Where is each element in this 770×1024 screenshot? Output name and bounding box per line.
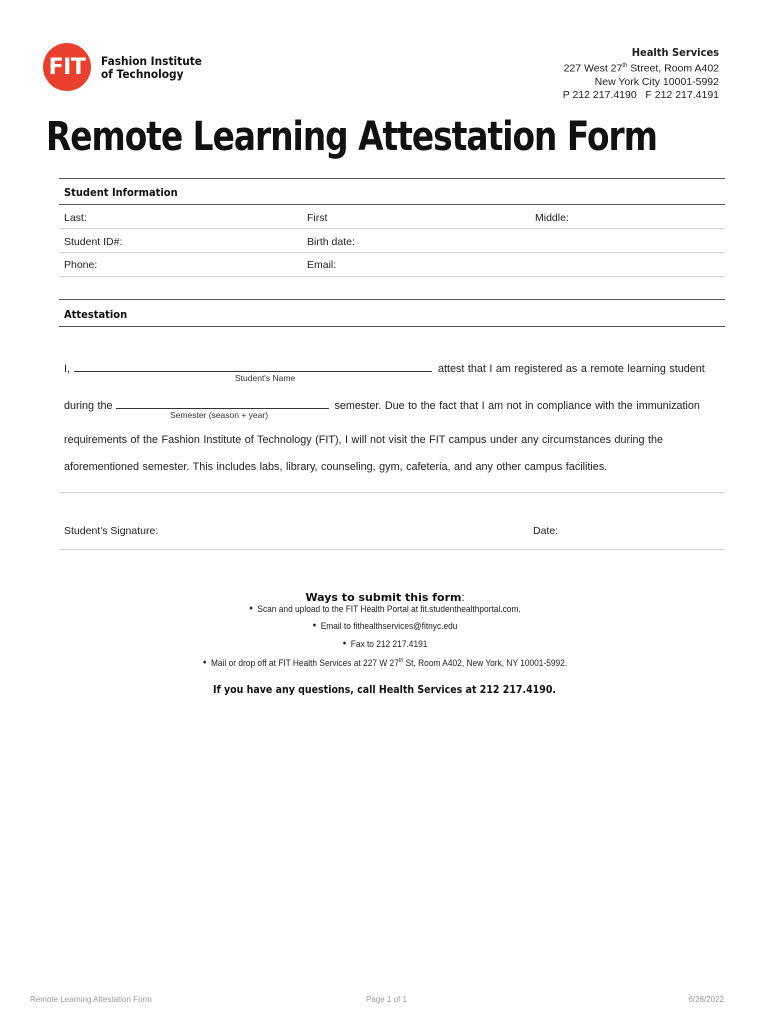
signature-date-label: Date: (533, 525, 559, 537)
fit-logo-wordmark (101, 55, 202, 81)
bullet-icon: ● (312, 622, 317, 630)
phone-label: Phone: (64, 259, 98, 271)
submit-options-list (0, 601, 770, 672)
submit-option-mail: ● Mail or drop off at FIT Health Services at 227 W 27th St, Room A402, New York, NY 10001-5992. (202, 657, 568, 669)
attestation-heading: Attestation (64, 308, 128, 321)
last-name-label: Last: (64, 212, 87, 224)
email-label: Email: (307, 259, 337, 271)
bullet-icon: ● (202, 659, 207, 667)
student-name-caption: Student's Name (235, 373, 296, 383)
student-signature-label: Student's Signature: (64, 525, 159, 537)
first-name-label: First (307, 212, 328, 224)
address-line: 227 West 27th Street, Room A402 (563, 62, 719, 75)
phone-fax-line: P 212 217.4190 F 212 217.4191 (562, 88, 719, 101)
attestation-line-3: requirements of the Fashion Institute of Technology (FIT), I will not visit the FIT campus under any circumstances during the (64, 434, 664, 446)
bullet-icon: ● (249, 605, 253, 612)
field-divider (59, 228, 725, 229)
middle-name-label: Middle: (535, 212, 569, 224)
department-name: Health Services (631, 46, 719, 59)
field-divider (59, 492, 725, 493)
footer-page-number: Page 1 of 1 (366, 995, 407, 1004)
field-divider (59, 549, 725, 550)
birth-date-label: Birth date: (307, 236, 355, 248)
page-title: Remote Learning Attestation Form (46, 114, 657, 160)
section-divider (59, 178, 725, 179)
attestation-line-4: aforementioned semester. This includes labs, library, counseling, gym, cafeteria, and any other campus facilities. (64, 461, 608, 473)
footer-date: 6/28/2022 (688, 995, 724, 1004)
semester-blank[interactable] (116, 398, 329, 409)
logo-line-1: Fashion Institute (101, 54, 202, 68)
submit-heading-row: Ways to submit this form: (305, 591, 465, 604)
city-line: New York City 10001-5992 (594, 75, 719, 88)
section-divider (59, 326, 725, 327)
student-id-label: Student ID#: (64, 236, 123, 248)
logo-line-2: of Technology (101, 67, 184, 81)
field-divider (59, 252, 725, 253)
questions-row (0, 680, 770, 698)
bullet-icon: ● (342, 639, 347, 647)
submit-option-fax: ● Fax to 212 217.4191 (342, 638, 428, 650)
section-divider (59, 204, 725, 205)
contact-block (563, 46, 719, 102)
attestation-line-2: during the semester. Due to the fact that I am not in compliance with the immunization (64, 400, 700, 412)
student-name-blank[interactable] (74, 361, 432, 372)
submit-option-portal: ● Scan and upload to the FIT Health Portal at fit.studenthealthportal.com. (249, 603, 521, 615)
fit-logo-mark: FIT (43, 43, 91, 91)
questions-contact: If you have any questions, call Health Services at 212 217.4190. (213, 684, 557, 696)
field-divider (59, 276, 725, 277)
semester-caption: Semester (season + year) (170, 410, 269, 420)
submit-heading: Ways to submit this form (305, 591, 462, 604)
submit-option-email: ● Email to fithealthservices@fitnyc.edu (312, 621, 458, 633)
section-divider (59, 299, 725, 300)
footer-form-name: Remote Learning Attestation Form (30, 995, 152, 1004)
student-information-heading: Student Information (64, 186, 178, 199)
attestation-line-1: I, attest that I am registered as a remote learning student (64, 363, 705, 375)
